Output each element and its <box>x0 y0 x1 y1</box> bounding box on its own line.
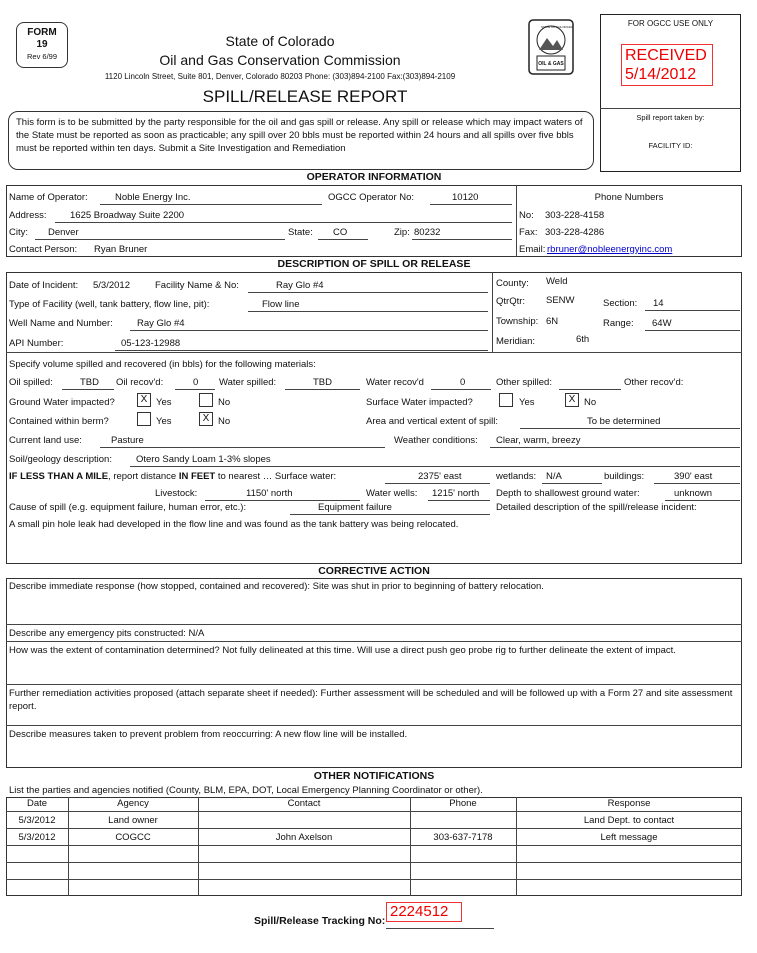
phone-value[interactable]: 303-228-4158 <box>545 210 605 221</box>
surface-water-value[interactable]: 2375' east <box>418 471 462 482</box>
livestock-label: Livestock: <box>155 488 198 499</box>
row1-agency[interactable]: Land owner <box>108 815 158 826</box>
well-line <box>130 330 488 331</box>
water-recov-value[interactable]: 0 <box>460 377 466 388</box>
intro-text: This form is to be submitted by the party responsible for the oil and gas spill or release. Any spill or release which may impact waters of the State must be reported as soon as practicable; any spill over 20 bbls must be reported within 24 hours and all spills over five bbls must be reported within ten days. Submit a Site Investigation and Remediation <box>16 117 583 154</box>
volume-instructions: Specify volume spilled and recovered (in bbls) for the following materials: <box>9 359 316 370</box>
email-label: Email: <box>519 244 546 255</box>
remediation-text[interactable]: Further remediation activities proposed (attach separate sheet if needed): Further assessment will be scheduled and will be followed up with a Form 27 and site assessment report. <box>9 688 733 712</box>
row-line-1 <box>6 811 742 812</box>
header-agency: Agency <box>117 798 149 809</box>
depth-label: Depth to shallowest ground water: <box>496 488 640 499</box>
water-spilled-label: Water spilled: <box>219 377 277 388</box>
ogcc-operator-no-label: OGCC Operator No: <box>328 192 415 203</box>
berm-label: Contained within berm? <box>9 416 109 427</box>
corrective-section-title: CORRECTIVE ACTION <box>318 565 430 577</box>
water-recov-label: Water recov'd <box>366 377 424 388</box>
facility-type-label: Type of Facility (well, tank battery, flow line, pit): <box>9 299 210 310</box>
operator-section-title: OPERATOR INFORMATION <box>306 171 442 183</box>
zip-value[interactable]: 80232 <box>414 227 441 238</box>
soil-label: Soil/geology description: <box>9 454 112 465</box>
water-spilled-line <box>285 389 360 390</box>
row-line-4 <box>6 862 742 863</box>
mile-bold: IF LESS THAN A MILE <box>9 471 109 482</box>
depth-value[interactable]: unknown <box>674 488 713 499</box>
form-label: FORM <box>27 27 57 38</box>
wells-line <box>428 500 490 501</box>
state-name: State of Colorado <box>225 33 335 49</box>
berm-yes-checkbox[interactable] <box>137 412 151 426</box>
immediate-response-text[interactable]: Describe immediate response (how stopped, contained and recovered): Site was shut in prior to beginning of battery relocation. <box>9 581 544 592</box>
berm-no-label: No <box>218 416 231 427</box>
distance-instructions <box>9 471 336 482</box>
depth-line <box>665 500 740 501</box>
oil-spilled-value[interactable]: TBD <box>80 377 99 388</box>
ogcc-operator-no-value[interactable]: 10120 <box>452 192 479 203</box>
sw-no-checkbox[interactable]: X <box>565 393 579 407</box>
api-label: API Number: <box>9 338 64 349</box>
land-line <box>100 447 385 448</box>
range-line <box>645 330 740 331</box>
corrective-line-4 <box>6 725 742 726</box>
county-value[interactable]: Weld <box>546 276 568 287</box>
state-value[interactable]: CO <box>333 227 348 238</box>
header-phone: Phone <box>449 798 477 809</box>
wetlands-value[interactable]: N/A <box>546 471 562 482</box>
report-title: SPILL/RELEASE REPORT <box>202 87 408 106</box>
range-label: Range: <box>603 318 634 329</box>
operator-name-line <box>100 204 322 205</box>
wetlands-line <box>542 483 602 484</box>
cause-label: Cause of spill (e.g. equipment failure, human error, etc.): <box>9 502 247 513</box>
corrective-line-1 <box>6 624 742 625</box>
state-label: State: <box>288 227 313 238</box>
in-feet-bold: IN FEET <box>178 471 216 482</box>
operator-name-value[interactable]: Noble Energy Inc. <box>115 192 191 203</box>
water-wells-label: Water wells: <box>366 488 418 499</box>
row1-date[interactable]: 5/3/2012 <box>18 815 56 826</box>
header-contact: Contact <box>287 798 321 809</box>
city-label: City: <box>9 227 28 238</box>
water-recov-line <box>431 389 491 390</box>
date-value[interactable]: 5/3/2012 <box>93 280 130 291</box>
ogcc-use-title: FOR OGCC USE ONLY <box>627 19 714 28</box>
meridian-value[interactable]: 6th <box>576 334 590 345</box>
fax-label: Fax: <box>519 227 538 238</box>
qtrqtr-value[interactable]: SENW <box>546 295 575 306</box>
address-value[interactable]: 1625 Broadway Suite 2200 <box>70 210 185 221</box>
oil-spilled-label: Oil spilled: <box>9 377 53 388</box>
section-label: Section: <box>603 298 638 309</box>
section-value[interactable]: 14 <box>653 298 664 309</box>
corrective-line-2 <box>6 641 742 642</box>
sw-label: Surface Water impacted? <box>366 397 473 408</box>
tracking-line <box>386 928 494 929</box>
berm-yes-label: Yes <box>156 416 172 427</box>
sw-yes-label: Yes <box>519 397 535 408</box>
row-line-5 <box>6 879 742 880</box>
mile-text: , report distance <box>108 471 179 482</box>
location-vdivider <box>492 272 493 352</box>
soil-value[interactable]: Otero Sandy Loam 1-3% slopes <box>136 454 271 465</box>
wetlands-label: wetlands: <box>496 471 537 482</box>
received-stamp-date: 5/14/2012 <box>625 66 697 83</box>
type-line <box>248 311 488 312</box>
contamination-extent-text[interactable]: How was the extent of contamination determined? Not fully delineated at this time. Will use a direct push geo probe rig to further delineate the extent of impact. <box>9 645 676 656</box>
commission-name: Oil and Gas Conservation Commission <box>159 52 401 68</box>
zip-line <box>412 239 512 240</box>
address-line <box>55 222 512 223</box>
range-value[interactable]: 64W <box>652 318 672 329</box>
email-link[interactable]: rbruner@nobleenergyinc.com <box>547 244 673 255</box>
received-stamp-label: RECEIVED <box>625 47 707 64</box>
facility-line <box>248 292 488 293</box>
location-hline <box>6 352 742 353</box>
notifications-section-title: OTHER NOTIFICATIONS <box>313 770 435 782</box>
area-value[interactable]: To be determined <box>587 416 661 427</box>
description-section-title: DESCRIPTION OF SPILL OR RELEASE <box>277 258 471 270</box>
other-spilled-line <box>559 389 621 390</box>
state-line <box>318 239 368 240</box>
form-revision: Rev 6/99 <box>26 52 58 61</box>
address-label: Address: <box>9 210 47 221</box>
phone-label: No: <box>519 210 534 221</box>
area-line <box>520 428 740 429</box>
township-value[interactable]: 6N <box>546 316 559 327</box>
water-wells-value[interactable]: 1215' north <box>432 488 480 499</box>
gw-no-label: No <box>218 397 231 408</box>
qtrqtr-label: QtrQtr: <box>496 296 526 307</box>
row-line-3 <box>6 845 742 846</box>
buildings-line <box>654 483 740 484</box>
township-label: Township: <box>496 316 539 327</box>
city-value[interactable]: Denver <box>48 227 79 238</box>
soil-line <box>130 466 740 467</box>
oil-spilled-line <box>62 389 114 390</box>
oil-recov-line <box>175 389 215 390</box>
detail-label: Detailed description of the spill/release incident: <box>496 502 697 513</box>
area-label: Area and vertical extent of spill: <box>366 416 499 427</box>
header-response: Response <box>607 798 651 809</box>
weather-label: Weather conditions: <box>394 435 478 446</box>
date-label: Date of Incident: <box>9 280 79 291</box>
well-value[interactable]: Ray Glo #4 <box>137 318 185 329</box>
seal-top-text: STATE OF COLORADO <box>541 25 574 29</box>
facility-id: FACILITY ID: <box>648 141 693 150</box>
livestock-value[interactable]: 1150' north <box>246 488 293 499</box>
berm-no-checkbox[interactable]: X <box>199 412 213 426</box>
sw-no-label: No <box>584 397 597 408</box>
well-label: Well Name and Number: <box>9 318 113 329</box>
received-stamp-frame <box>621 44 713 86</box>
county-label: County: <box>496 278 529 289</box>
facility-value[interactable]: Ray Glo #4 <box>276 280 324 291</box>
prevention-text[interactable]: Describe measures taken to prevent problem from reoccurring: A new flow line will be installed. <box>9 729 408 740</box>
contact-label: Contact Person: <box>9 244 78 255</box>
oil-recov-label: Oil recov'd: <box>116 377 164 388</box>
form-number: 19 <box>36 39 48 50</box>
emergency-pits-text[interactable]: Describe any emergency pits constructed: N/A <box>9 628 205 639</box>
cause-line <box>290 514 490 515</box>
livestock-line <box>205 500 360 501</box>
land-use-value[interactable]: Pasture <box>111 435 144 446</box>
tracking-label: Spill/Release Tracking No: <box>254 915 386 927</box>
operator-name-label: Name of Operator: <box>9 192 88 203</box>
weather-line <box>490 447 740 448</box>
water-spilled-value[interactable]: TBD <box>313 377 332 388</box>
api-line <box>115 350 488 351</box>
buildings-label: buildings: <box>604 471 645 482</box>
row2-contact[interactable]: John Axelson <box>275 832 333 843</box>
meridian-label: Meridian: <box>496 336 536 347</box>
header-date: Date <box>26 798 48 809</box>
gw-label: Ground Water impacted? <box>9 397 115 408</box>
seal-bottom-text: OIL & GAS <box>538 61 564 67</box>
row2-agency[interactable]: COGCC <box>115 832 151 843</box>
corrective-line-3 <box>6 684 742 685</box>
row2-phone[interactable]: 303-637-7178 <box>433 832 493 843</box>
ogcc-divider <box>600 108 741 109</box>
gw-yes-label: Yes <box>156 397 172 408</box>
section-line <box>645 310 740 311</box>
oil-recov-value[interactable]: 0 <box>193 377 199 388</box>
buildings-value[interactable]: 390' east <box>674 471 713 482</box>
facility-type-value[interactable]: Flow line <box>262 299 300 310</box>
row2-date[interactable]: 5/3/2012 <box>18 832 56 843</box>
api-value[interactable]: 05-123-12988 <box>121 338 181 349</box>
gw-yes-checkbox[interactable]: X <box>137 393 151 407</box>
fax-value[interactable]: 303-228-4286 <box>545 227 605 238</box>
commission-address: 1120 Lincoln Street, Suite 801, Denver, Colorado 80203 Phone: (303)894-2100 Fax:(303)894-2109 <box>104 72 456 81</box>
city-line <box>35 239 285 240</box>
notifications-instructions: List the parties and agencies notified (County, BLM, EPA, DOT, Local Emergency Planning Coordinator or other). <box>9 785 483 796</box>
contact-value[interactable]: Ryan Bruner <box>94 244 148 255</box>
detail-text[interactable]: A small pin hole leak had developed in the flow line and was found as the tank battery was being relocated. <box>9 519 459 530</box>
land-use-label: Current land use: <box>9 435 82 446</box>
other-spilled-label: Other spilled: <box>496 377 552 388</box>
weather-value[interactable]: Clear, warm, breezy <box>496 435 581 446</box>
row1-response[interactable]: Land Dept. to contact <box>583 815 675 826</box>
row2-response[interactable]: Left message <box>600 832 658 843</box>
surface-water-line <box>385 483 490 484</box>
mile-text2: to nearest … Surface water: <box>215 471 337 482</box>
zip-label: Zip: <box>394 227 410 238</box>
phone-numbers-label: Phone Numbers <box>594 192 664 203</box>
gw-no-checkbox[interactable] <box>199 393 213 407</box>
tracking-number: 2224512 <box>390 903 449 920</box>
facility-label: Facility Name & No: <box>155 280 239 291</box>
other-recov-label: Other recov'd: <box>624 377 684 388</box>
row-line-2 <box>6 828 742 829</box>
ogcc-no-line <box>430 204 512 205</box>
cause-value[interactable]: Equipment failure <box>318 502 392 513</box>
sw-yes-checkbox[interactable] <box>499 393 513 407</box>
spill-taken-by: Spill report taken by: <box>636 113 705 122</box>
